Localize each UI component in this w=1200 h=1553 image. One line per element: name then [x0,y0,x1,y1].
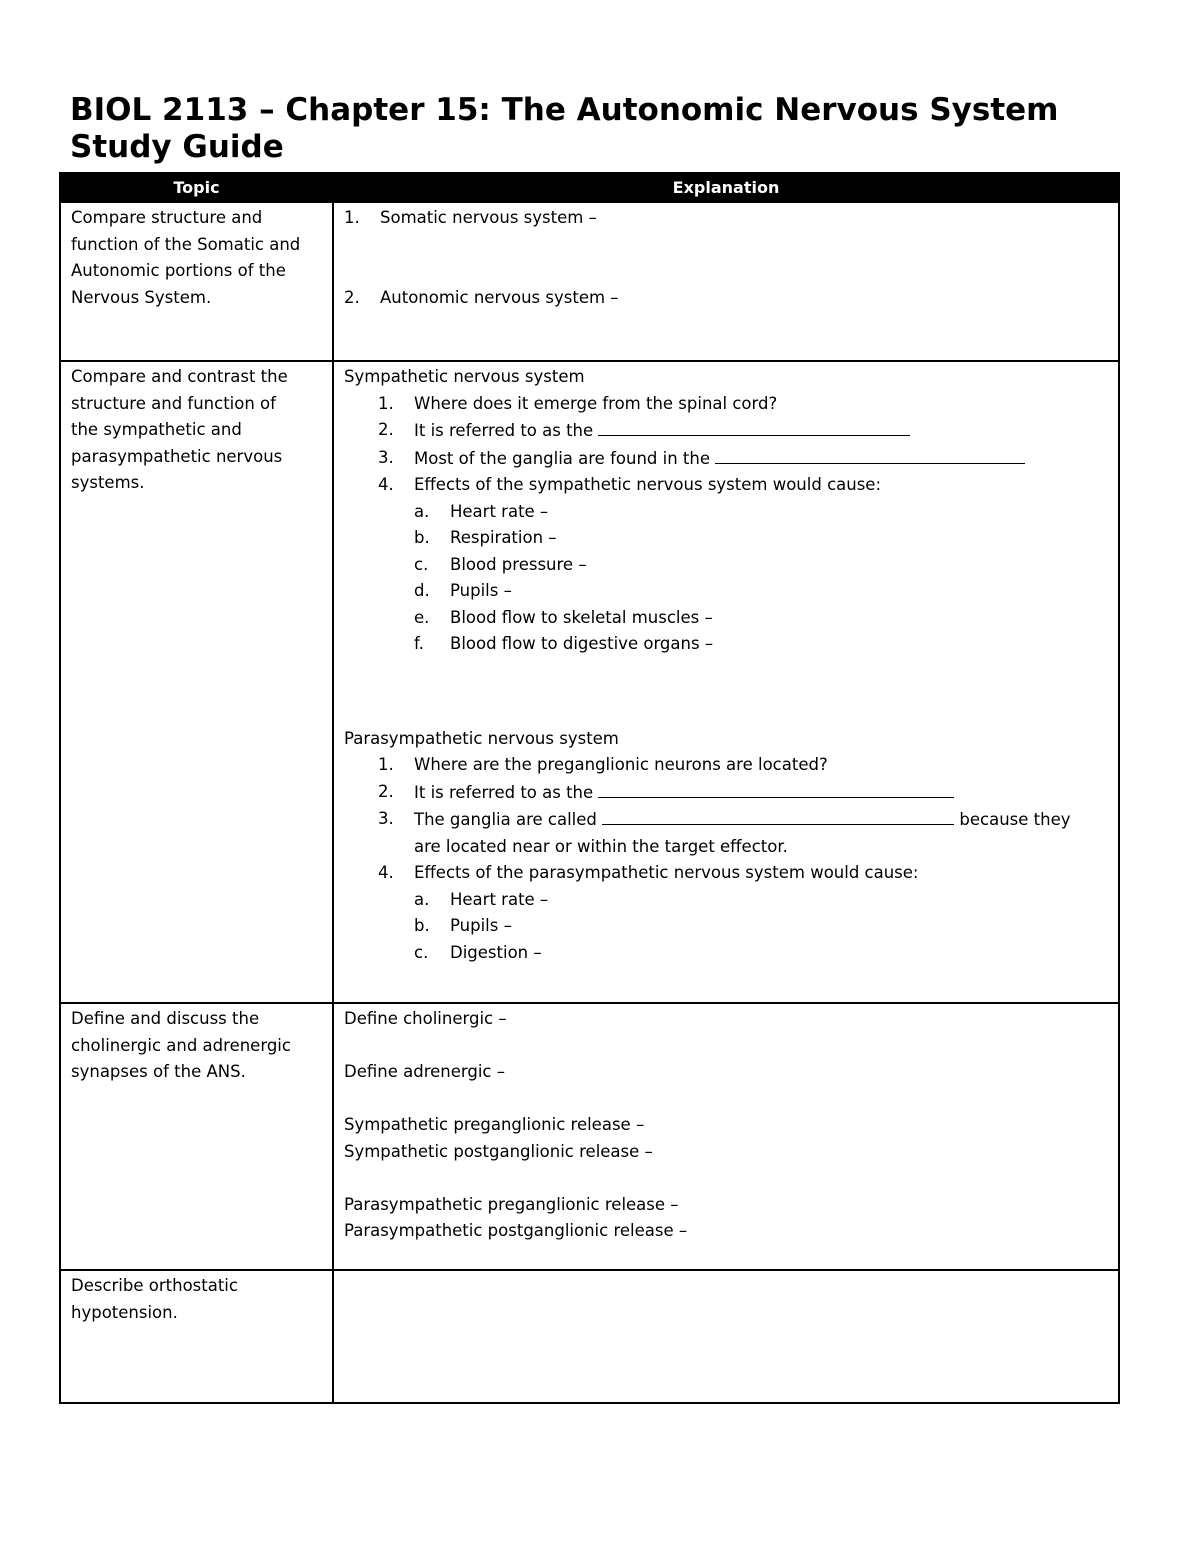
topic-text: synapses of the ANS. [71,1062,246,1081]
topic-text: Describe orthostatic [71,1276,238,1295]
table-row [60,1270,1119,1403]
item-number: 4. [378,863,394,882]
fill-in-blank[interactable] [598,779,954,798]
item-text: Pupils – [450,581,512,600]
topic-cell [60,1270,333,1403]
parasympathetic-heading: Parasympathetic nervous system [344,728,619,748]
item-text: Blood flow to digestive organs – [450,634,714,653]
fill-in-blank[interactable] [598,417,910,436]
item-continuation: are located near or within the target effector. [414,836,788,856]
topic-cell [60,202,333,361]
item-text: It is referred to as the [414,421,594,440]
topic-text: function of the Somatic and [71,234,301,254]
sub-list-item [344,605,1110,632]
item-number: 4. [378,475,394,494]
parasympathetic-postganglionic: Parasympathetic postganglionic release – [344,1221,688,1240]
list-item [344,205,1110,232]
sympathetic-heading: Sympathetic nervous system [344,367,585,386]
item-text: Somatic nervous system – [380,208,597,227]
list-item [344,860,1110,887]
define-cholinergic: Define cholinergic – [344,1009,507,1028]
list-item [344,472,1110,499]
topic-text: parasympathetic nervous [71,446,283,466]
parasympathetic-preganglionic: Parasympathetic preganglionic release – [344,1194,679,1214]
item-text: It is referred to as the [414,782,594,802]
sympathetic-postganglionic: Sympathetic postganglionic release – [344,1141,653,1161]
item-number: 3. [378,447,394,467]
explanation-cell [333,1003,1119,1270]
header-explanation: Explanation [333,173,1119,202]
sub-list-item [344,578,1110,605]
item-text: Digestion – [450,942,542,962]
topic-text: structure and function of [71,393,276,413]
explanation-cell [333,361,1119,1003]
item-number: 3. [378,809,394,828]
item-text-after: because they [959,810,1071,829]
item-text: Where are the preganglionic neurons are located? [414,755,828,774]
table-row [60,202,1119,361]
fill-in-blank[interactable] [715,445,1025,464]
study-guide-table [59,172,1120,1404]
topic-text: Nervous System. [71,287,212,307]
item-number: 2. [344,287,360,307]
topic-cell [60,361,333,1003]
title-line-2: Study Guide [70,129,284,165]
sub-list-item [344,913,1110,940]
title-line-1: BIOL 2113 – Chapter 15: The Autonomic Nervous System [70,92,1059,128]
item-letter: d. [414,581,430,600]
sympathetic-preganglionic: Sympathetic preganglionic release – [344,1115,645,1134]
topic-text: Autonomic portions of the [71,261,286,280]
topic-text: Define and discuss the [71,1009,260,1028]
item-letter: c. [414,942,429,962]
item-text: Where does it emerge from the spinal cord? [414,393,778,413]
table-header-row [60,173,1119,202]
item-letter: c. [414,554,429,574]
table-row [60,361,1119,1003]
item-text: Most of the ganglia are found in the [414,448,710,468]
topic-cell [60,1003,333,1270]
sub-list-item [344,631,1110,658]
item-letter: e. [414,607,430,627]
sub-list-item [344,552,1110,579]
topic-text: Compare and contrast the [71,367,288,386]
item-letter: b. [414,916,430,935]
item-text: Effects of the sympathetic nervous system would cause: [414,475,882,494]
item-text: Autonomic nervous system – [380,287,619,307]
header-topic: Topic [60,173,333,202]
item-text: Effects of the parasympathetic nervous system would cause: [414,863,919,882]
sub-list-item [344,499,1110,526]
item-letter: a. [414,889,430,909]
sub-list-item [344,525,1110,552]
list-item [344,391,1110,418]
explanation-cell[interactable] [333,1270,1119,1403]
item-letter: b. [414,528,430,547]
define-adrenergic: Define adrenergic – [344,1062,505,1081]
topic-text: cholinergic and adrenergic [71,1035,291,1055]
table-row [60,1003,1119,1270]
list-item [344,752,1110,779]
sub-list-item [344,887,1110,914]
topic-text: Compare structure and [71,208,263,227]
topic-text: systems. [71,473,145,492]
item-number: 2. [378,420,394,439]
item-text: The ganglia are called [414,810,597,829]
list-item [344,445,1110,473]
item-letter: f. [414,634,424,653]
fill-in-blank[interactable] [602,806,954,825]
item-text: Pupils – [450,916,512,935]
topic-text: hypotension. [71,1302,178,1322]
item-text: Heart rate – [450,501,549,521]
item-number: 1. [378,393,394,413]
topic-text: the sympathetic and [71,420,242,439]
list-item [344,806,1110,834]
item-number: 2. [378,781,394,801]
item-number: 1. [378,755,394,774]
list-item [344,417,1110,445]
item-text: Blood flow to skeletal muscles – [450,607,713,627]
item-text: Heart rate – [450,889,549,909]
page-title [70,92,1150,166]
item-text: Respiration – [450,528,557,547]
item-number: 1. [344,208,360,227]
sub-list-item [344,940,1110,967]
list-item [344,779,1110,807]
item-text: Blood pressure – [450,554,587,574]
list-item [344,285,1110,312]
explanation-cell [333,202,1119,361]
item-letter: a. [414,501,430,521]
